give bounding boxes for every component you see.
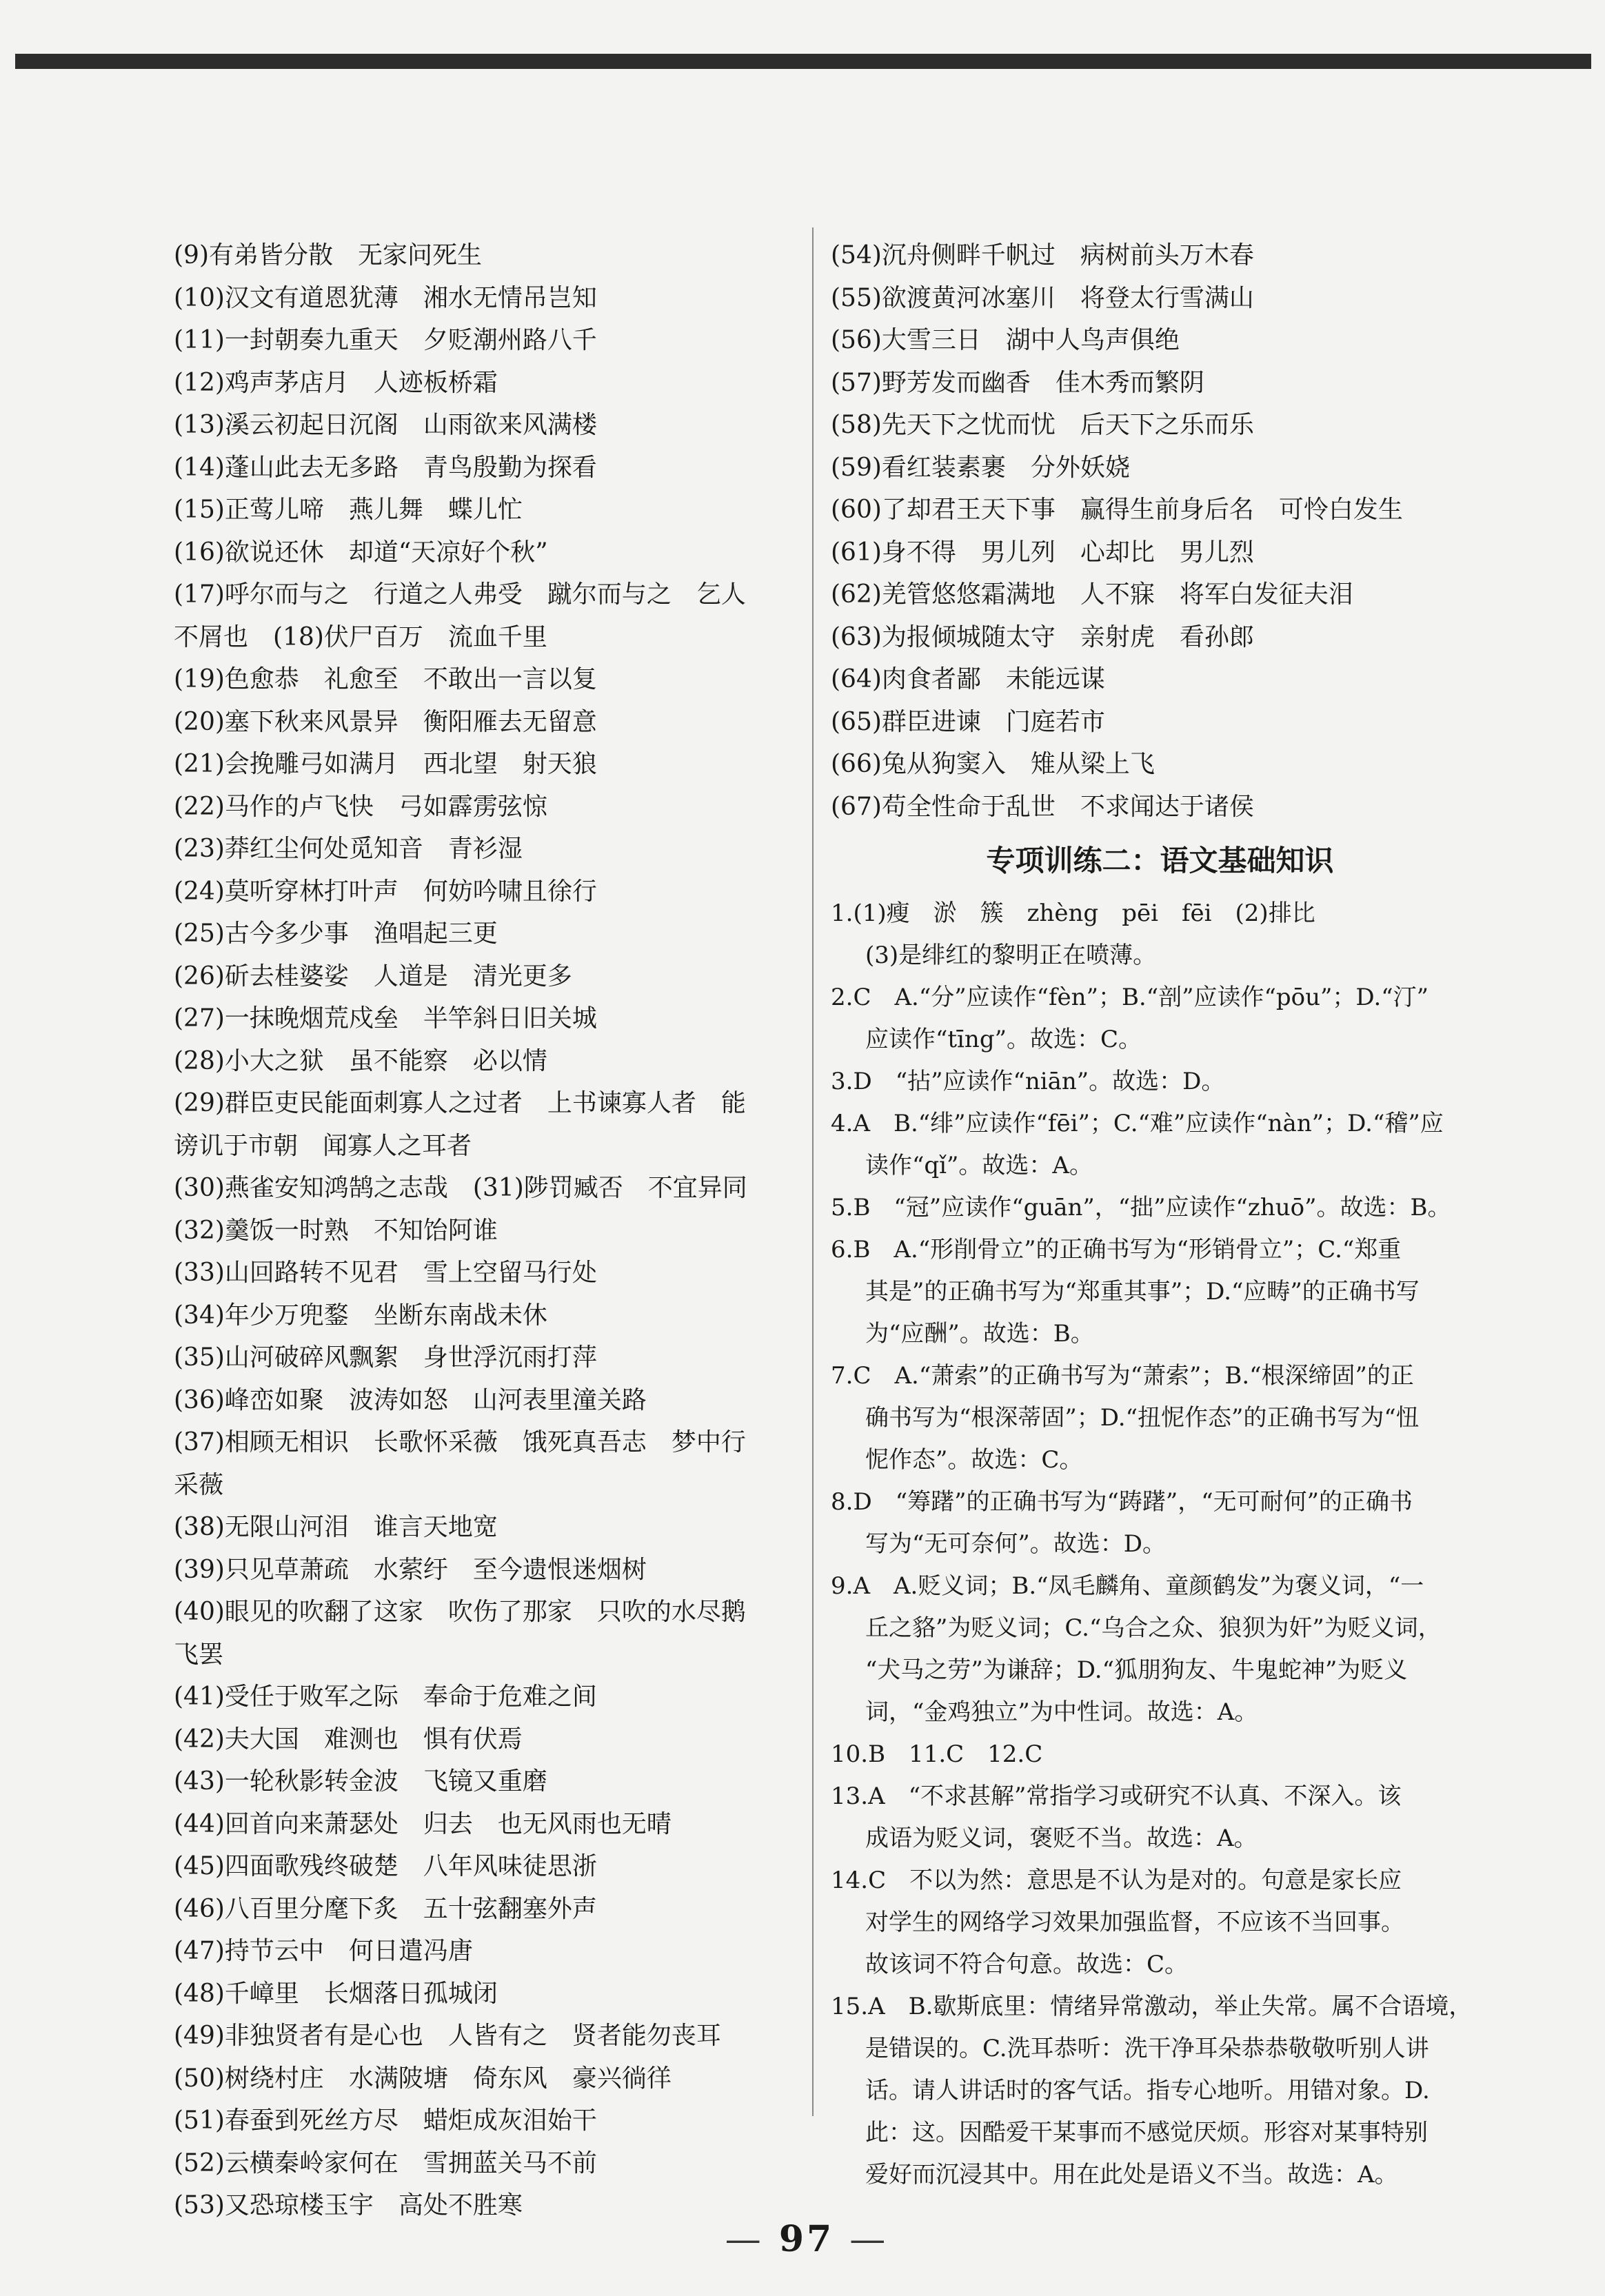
- answer-line: 爱好而沉浸其中。用在此处是语义不当。故选：A。: [865, 2161, 1398, 2188]
- text-line: (38)无限山河泪 谁言天地宽: [174, 1513, 498, 1541]
- answer-line: 3.D “拈”应读作“niān”。故选：D。: [831, 1068, 1225, 1095]
- text-line: (15)正莺儿啼 燕儿舞 蝶儿忙: [174, 496, 523, 524]
- top-border-bar: [15, 54, 1591, 69]
- answer-line: 怩作态”。故选：C。: [865, 1446, 1083, 1474]
- text-line: (50)树绕村庄 水满陂塘 倚东风 豪兴徜徉: [174, 2064, 672, 2093]
- text-line: (29)群臣吏民能面刺寡人之过者 上书谏寡人者 能: [174, 1089, 746, 1117]
- text-line: (32)羹饭一时熟 不知饴阿谁: [174, 1216, 498, 1245]
- text-line: (27)一抹晚烟荒戍垒 半竿斜日旧关城: [174, 1004, 597, 1033]
- answer-line: 1.(1)瘦 淤 簇 zhèng pēi fēi (2)排比: [831, 900, 1315, 927]
- answer-line: 丘之貉”为贬义词；C.“乌合之众、狼狈为奸”为贬义词，: [865, 1614, 1442, 1642]
- text-line: (14)蓬山此去无多路 青鸟殷勤为探看: [174, 453, 597, 482]
- text-line: (67)苟全性命于乱世 不求闻达于诸侯: [831, 792, 1254, 821]
- text-line: (61)身不得 男儿列 心却比 男儿烈: [831, 538, 1254, 567]
- text-line: (40)眼见的吹翻了这家 吹伤了那家 只吹的水尽鹅: [174, 1598, 746, 1626]
- text-line: (19)色愈恭 礼愈至 不敢出一言以复: [174, 665, 597, 693]
- left-column: [174, 234, 794, 2227]
- text-line: (53)又恐琼楼玉宇 高处不胜寒: [174, 2191, 523, 2219]
- answer-line: 其是”的正确书写为“郑重其事”；D.“应畴”的正确书写: [865, 1278, 1420, 1306]
- text-line: (54)沉舟侧畔千帆过 病树前头万木春: [831, 241, 1254, 270]
- answer-line: 13.A “不求甚解”常指学习或研究不认真、不深入。该: [831, 1782, 1402, 1810]
- text-line: (44)回首向来萧瑟处 归去 也无风雨也无晴: [174, 1809, 672, 1838]
- answer-line: 14.C 不以为然：意思是不认为是对的。句意是家长应: [831, 1867, 1402, 1894]
- text-line: (46)八百里分麾下炙 五十弦翻塞外声: [174, 1894, 597, 1923]
- answer-line: 为“应酬”。故选：B。: [865, 1320, 1094, 1348]
- text-line: (56)大雪三日 湖中人鸟声俱绝: [831, 326, 1180, 354]
- text-line: (60)了却君王天下事 赢得生前身后名 可怜白发生: [831, 496, 1403, 524]
- answer-list: [831, 893, 1489, 2196]
- text-line: (45)四面歌残终破楚 八年风味徒思浙: [174, 1852, 597, 1880]
- answer-line: 4.A B.“绯”应读作“fēi”；C.“难”应读作“nàn”；D.“稽”应: [831, 1110, 1444, 1137]
- column-divider: [812, 227, 814, 2116]
- answer-line: 话。请人讲话时的客气话。指专心地听。用错对象。D.: [865, 2077, 1430, 2104]
- text-line: (43)一轮秋影转金波 飞镜又重磨: [174, 1767, 547, 1796]
- answer-line: 5.B “冠”应读作“guān”，“拙”应读作“zhuō”。故选：B。: [831, 1194, 1451, 1221]
- text-line: 不屑也 (18)伏尸百万 流血千里: [174, 622, 547, 651]
- text-line: (23)莽红尘何处觅知音 青衫湿: [174, 835, 523, 863]
- right-column: [831, 234, 1489, 2196]
- answer-line: 此：这。因酷爱干某事而不感觉厌烦。形容对某事特别: [865, 2119, 1428, 2146]
- text-line: (64)肉食者鄙 未能远谋: [831, 665, 1105, 693]
- text-line: (25)古今多少事 渔唱起三更: [174, 920, 498, 948]
- text-line: (39)只见草萧疏 水萦纡 至今遗恨迷烟树: [174, 1555, 647, 1584]
- text-line: (33)山回路转不见君 雪上空留马行处: [174, 1259, 597, 1287]
- answer-line: 成语为贬义词，褒贬不当。故选：A。: [865, 1825, 1258, 1852]
- text-line: (11)一封朝奏九重天 夕贬潮州路八千: [174, 326, 597, 354]
- text-line: 谤讥于市朝 闻寡人之耳者: [174, 1131, 472, 1160]
- text-line: (63)为报倾城随太守 亲射虎 看孙郎: [831, 622, 1254, 651]
- answer-line: (3)是绯红的黎明正在喷薄。: [865, 942, 1157, 969]
- answer-line: 6.B A.“形削骨立”的正确书写为“形销骨立”；C.“郑重: [831, 1236, 1402, 1263]
- text-line: (12)鸡声茅店月 人迹板桥霜: [174, 368, 498, 397]
- text-line: (16)欲说还休 却道“天凉好个秋”: [174, 538, 548, 567]
- text-line: 采薇: [174, 1470, 224, 1499]
- text-line: (65)群臣进谏 门庭若市: [831, 707, 1105, 736]
- text-line: (51)春蚕到死丝方尽 蜡炬成灰泪始干: [174, 2106, 597, 2135]
- text-line: (28)小大之狱 虽不能察 必以情: [174, 1046, 547, 1075]
- text-line: (35)山河破碎风飘絮 身世浮沉雨打萍: [174, 1343, 597, 1372]
- answer-line: 对学生的网络学习效果加强监督，不应该不当回事。: [865, 1909, 1404, 1936]
- text-line: (66)兔从狗窦入 雉从梁上飞: [831, 750, 1155, 778]
- text-line: (10)汉文有道恩犹薄 湘水无情吊岂知: [174, 283, 597, 312]
- section-title: 专项训练二：语文基础知识: [986, 844, 1334, 877]
- text-line: (58)先天下之忧而忧 后天下之乐而乐: [831, 411, 1254, 439]
- text-line: (20)塞下秋来风景异 衡阳雁去无留意: [174, 707, 597, 736]
- text-line: (17)呼尔而与之 行道之人弗受 蹴尔而与之 乞人: [174, 580, 746, 609]
- answer-line: 应读作“tīng”。故选：C。: [865, 1026, 1142, 1053]
- text-line: (59)看红装素裹 分外妖娆: [831, 453, 1130, 482]
- answer-line: 是错误的。C.洗耳恭听：洗干净耳朵恭恭敬敬听别人讲: [865, 2035, 1429, 2062]
- answer-line: 15.A B.歇斯底里：情绪异常激动，举止失常。属不合语境，: [831, 1993, 1473, 2020]
- answer-line: 写为“无可奈何”。故选：D。: [865, 1530, 1167, 1558]
- answer-line: 故该词不符合句意。故选：C。: [865, 1951, 1189, 1978]
- page-number: — 97 —: [725, 2218, 889, 2260]
- text-line: (42)夫大国 难测也 惧有伏焉: [174, 1725, 523, 1754]
- answer-line: 7.C A.“萧索”的正确书写为“萧索”；B.“根深缔固”的正: [831, 1362, 1414, 1390]
- answer-line: 8.D “筹躇”的正确书写为“踌躇”，“无可耐何”的正确书: [831, 1488, 1413, 1516]
- page-number-value: 97: [778, 2218, 835, 2260]
- answer-line: 9.A A.贬义词；B.“凤毛麟角、童颜鹤发”为褒义词，“一: [831, 1572, 1424, 1600]
- poem-line-list-right: [831, 234, 1489, 828]
- text-line: (22)马作的卢飞快 弓如霹雳弦惊: [174, 792, 547, 821]
- text-line: (57)野芳发而幽香 佳木秀而繁阴: [831, 368, 1204, 397]
- text-line: (21)会挽雕弓如满月 西北望 射天狼: [174, 750, 597, 778]
- text-line: (13)溪云初起日沉阁 山雨欲来风满楼: [174, 411, 597, 439]
- answer-line: 词，“金鸡独立”为中性词。故选：A。: [865, 1698, 1258, 1726]
- answer-line: 2.C A.“分”应读作“fèn”；B.“剖”应读作“pōu”；D.“汀”: [831, 984, 1429, 1011]
- answer-line: “犬马之劳”为谦辞；D.“狐朋狗友、牛鬼蛇神”为贬义: [865, 1656, 1408, 1684]
- text-line: 飞罢: [174, 1640, 224, 1669]
- text-line: (26)斫去桂婆娑 人道是 清光更多: [174, 962, 572, 990]
- text-line: (30)燕雀安知鸿鹄之志哉 (31)陟罚臧否 不宜异同: [174, 1174, 747, 1202]
- text-line: (37)相顾无相识 长歌怀采薇 饿死真吾志 梦中行: [174, 1428, 746, 1456]
- text-line: (47)持节云中 何日遣冯唐: [174, 1937, 473, 1965]
- text-line: (34)年少万兜鍪 坐断东南战未休: [174, 1301, 547, 1330]
- text-line: (55)欲渡黄河冰塞川 将登太行雪满山: [831, 283, 1254, 312]
- text-line: (52)云横秦岭家何在 雪拥蓝关马不前: [174, 2148, 597, 2177]
- text-line: (24)莫听穿林打叶声 何妨吟啸且徐行: [174, 877, 597, 906]
- text-line: (62)羌管悠悠霜满地 人不寐 将军白发征夫泪: [831, 580, 1353, 609]
- text-line: (41)受任于败军之际 奉命于危难之间: [174, 1683, 597, 1711]
- answer-line: 读作“qǐ”。故选：A。: [865, 1152, 1093, 1179]
- answer-line: 确书写为“根深蒂固”；D.“扭怩作态”的正确书写为“忸: [865, 1404, 1420, 1432]
- text-line: (9)有弟皆分散 无家问死生: [174, 241, 482, 270]
- answer-line: 10.B 11.C 12.C: [831, 1740, 1043, 1768]
- text-line: (48)千嶂里 长烟落日孤城闭: [174, 1979, 498, 2008]
- text-line: (36)峰峦如聚 波涛如怒 山河表里潼关路: [174, 1385, 647, 1414]
- text-line: (49)非独贤者有是心也 人皆有之 贤者能勿丧耳: [174, 2022, 721, 2050]
